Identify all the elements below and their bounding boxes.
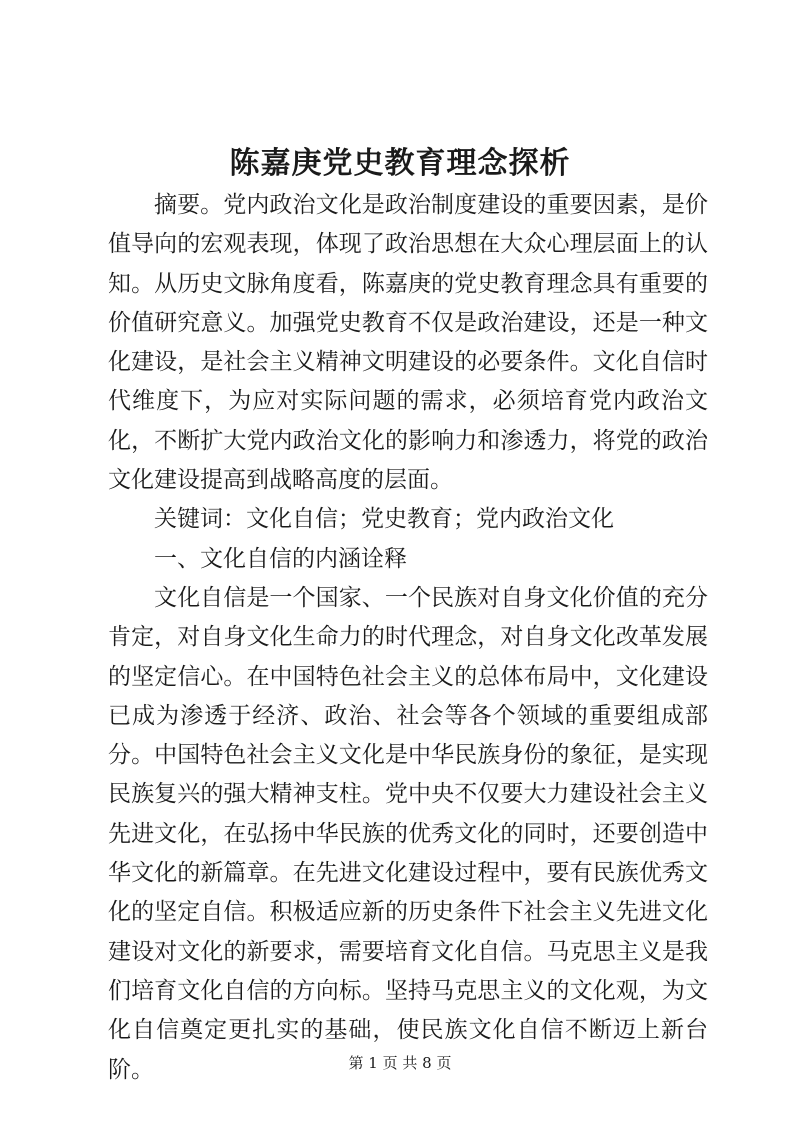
document-title: 陈嘉庚党史教育理念探析 <box>229 146 571 181</box>
body-paragraph: 文化自信是一个国家、一个民族对自身文化价值的充分肯定，对自身文化生命力的时代理念，对自身文化改革发展的坚定信心。在中国特色社会主义的总体布局中，文化建设已成为渗透于经济、政治、社会等各个领域的重要组成部分。中国特色社会主义文化是中华民族身份的象征，是实现民族复兴的强大精神支柱。党中央不仅要大力建设社会主义先进文化，在弘扬中华民族的优秀文化的同时，还要创造中华文化的新篇章。在先进文化建设过程中，要有民族优秀文化的坚定自信。积极适应新的历史条件下社会主义先进文化建设对文化的新要求，需要培育文化自信。马克思主义是我们培育文化自信的方向标。坚持马克思主义的文化观，为文化自信奠定更扎实的基础，使民族文化自信不断迈上新台阶。 <box>108 584 708 1083</box>
document-body <box>108 186 708 1090</box>
page-footer: 第 1 页 共 8 页 <box>348 1054 452 1072</box>
keywords-paragraph: 关键词：文化自信；党史教育；党内政治文化 <box>154 506 614 533</box>
section-heading: 一、文化自信的内涵诠释 <box>154 545 407 572</box>
abstract-paragraph: 摘要。党内政治文化是政治制度建设的重要因素，是价值导向的宏观表现，体现了政治思想在大众心理层面上的认知。从历史文脉角度看，陈嘉庚的党史教育理念具有重要的价值研究意义。加强党史教育不仅是政治建设，还是一种文化建设，是社会主义精神文明建设的必要条件。文化自信时代维度下，为应对实际问题的需求，必须培育党内政治文化，不断扩大党内政治文化的影响力和渗透力，将党的政治文化建设提高到战略高度的层面。 <box>108 192 708 494</box>
